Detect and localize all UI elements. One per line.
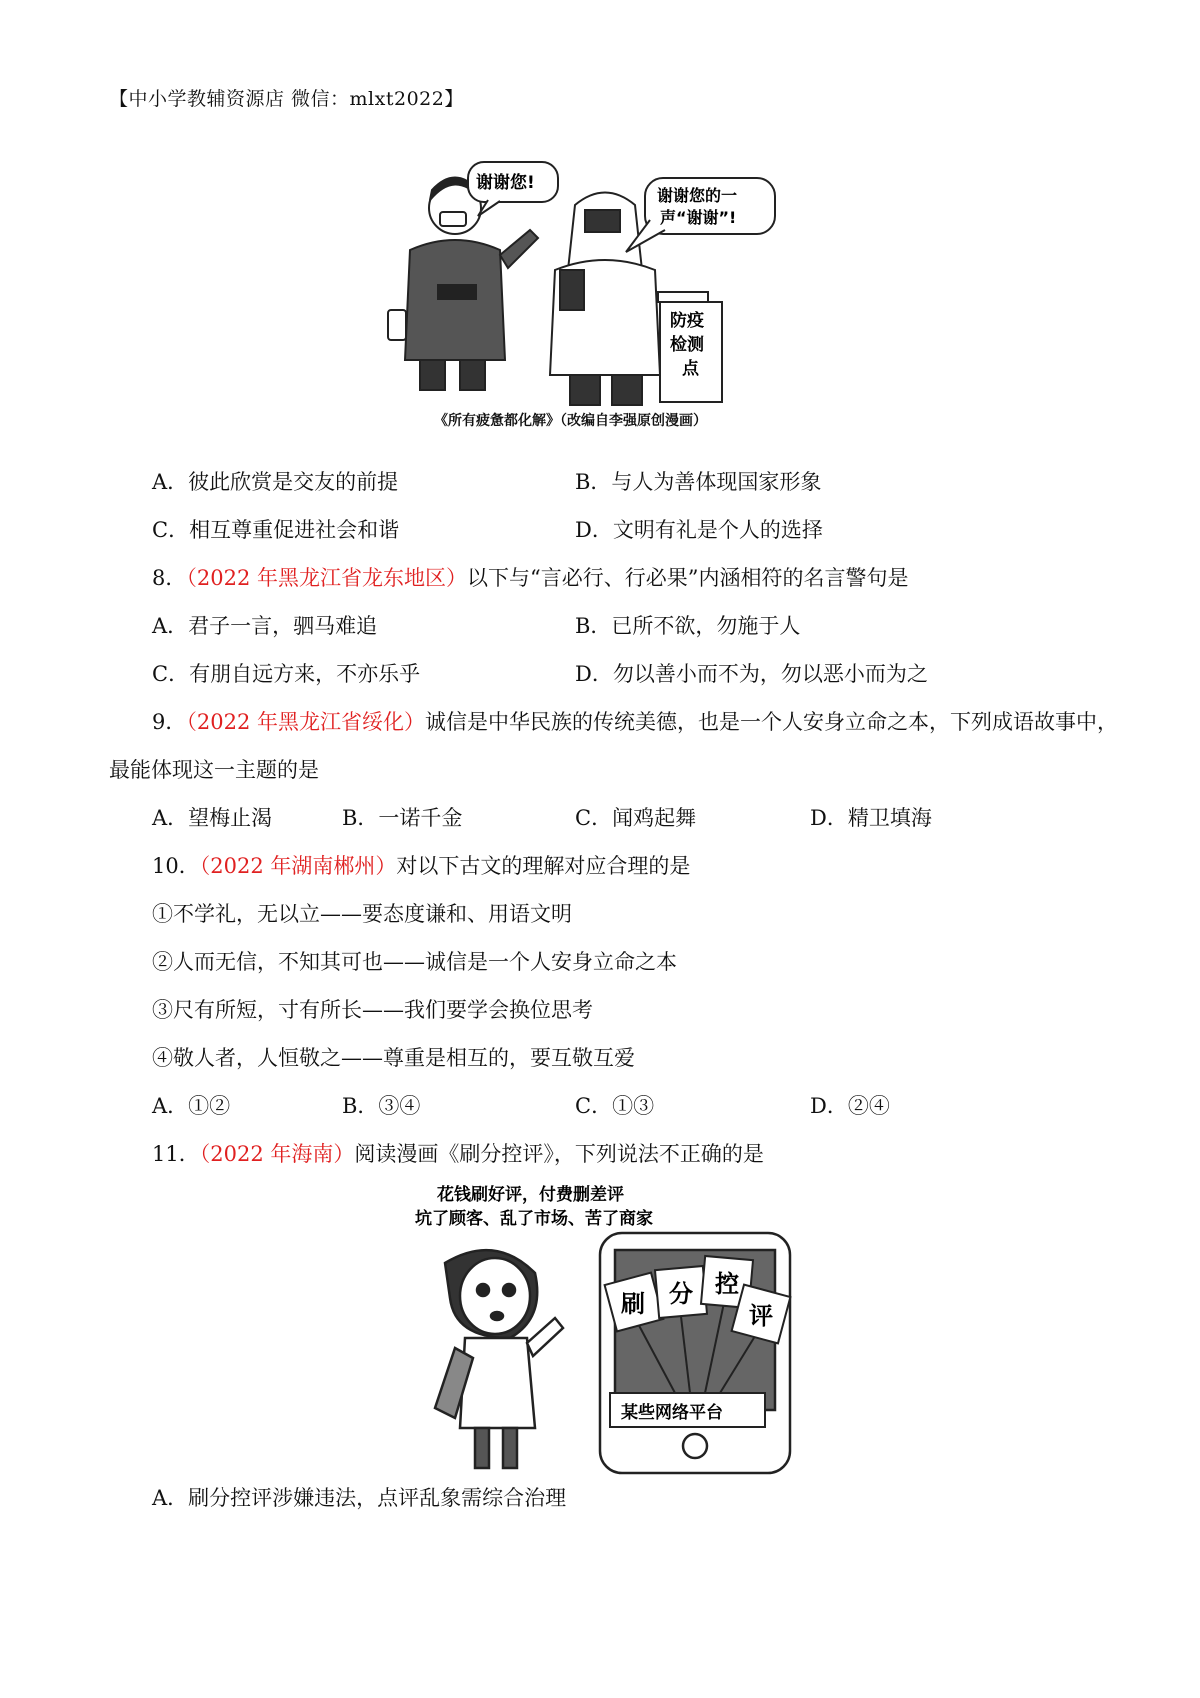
q10-stem-text: 对以下古文的理解对应合理的是 xyxy=(396,854,691,878)
question-9-stem xyxy=(152,708,1118,736)
question-8-stem xyxy=(152,564,908,592)
q10-option-d: D．②④ xyxy=(810,1094,890,1118)
q7-option-c: C．相互尊重促进社会和谐 xyxy=(152,518,400,542)
medic-figure xyxy=(550,193,660,406)
q11-stem-text: 阅读漫画《刷分控评》，下列说法不正确的是 xyxy=(354,1142,764,1166)
page-header: 【中小学教辅资源店 微信：mlxt2022】 xyxy=(109,88,464,110)
sign-line3: 点 xyxy=(682,359,699,379)
q9-option-c: C．闻鸡起舞 xyxy=(575,806,697,830)
question-10-stem xyxy=(152,852,690,880)
q9-option-b: B．一诺千金 xyxy=(342,806,463,830)
sign-line2: 检测 xyxy=(670,335,704,355)
bubble-right-line1: 谢谢您的一 xyxy=(657,186,738,205)
q8-option-d: D．勿以善小而不为，勿以恶小而为之 xyxy=(575,662,928,686)
comic-thanks xyxy=(380,160,800,410)
comic2-title-line1: 花钱刷好评，付费删差评 xyxy=(437,1185,624,1205)
q10-item-4: ④敬人者，人恒敬之——尊重是相互的，要互敬互爱 xyxy=(152,1046,635,1070)
q8-option-b: B．已所不欲，勿施于人 xyxy=(575,614,801,638)
sign-score: 分 xyxy=(669,1280,693,1308)
q9-number: 9． xyxy=(152,710,187,734)
sign-control: 控 xyxy=(715,1270,739,1298)
platform-label: 某些网络平台 xyxy=(621,1403,723,1423)
sign-review: 评 xyxy=(749,1302,773,1330)
q11-source: （2022 年海南） xyxy=(199,1142,355,1166)
q9-source: （2022 年黑龙江省绥化） xyxy=(186,710,425,734)
q9-stem-line2: 最能体现这一主题的是 xyxy=(109,758,319,782)
q8-number: 8． xyxy=(152,566,187,590)
q8-option-a: A．君子一言，驷马难追 xyxy=(152,614,378,638)
q10-item-1: ①不学礼，无以立——要态度谦和、用语文明 xyxy=(152,902,572,926)
q8-stem-text: 以下与“言必行、行必果”内涵相符的名言警句是 xyxy=(467,566,909,590)
bubble-right-line2: 声“谢谢”! xyxy=(660,208,737,227)
q8-source: （2022 年黑龙江省龙东地区） xyxy=(186,566,467,590)
q7-option-d: D．文明有礼是个人的选择 xyxy=(575,518,823,542)
bubble-left-text: 谢谢您! xyxy=(476,173,535,193)
q10-option-b: B．③④ xyxy=(342,1094,421,1118)
q10-number: 10． xyxy=(152,854,200,878)
sign-brush: 刷 xyxy=(621,1290,645,1318)
question-11-stem xyxy=(152,1140,764,1168)
comic2-title-line2: 坑了顾客、乱了市场、苦了商家 xyxy=(415,1209,653,1229)
comic-brush-reviews xyxy=(415,1178,805,1478)
q9-option-a: A．望梅止渴 xyxy=(152,806,273,830)
q10-source: （2022 年湖南郴州） xyxy=(199,854,397,878)
sign-line1: 防疫 xyxy=(670,311,704,331)
comic1-caption: 《所有疲惫都化解》（改编自李强原创漫画） xyxy=(434,413,707,429)
q8-option-c: C．有朋自远方来，不亦乐乎 xyxy=(152,662,421,686)
q11-number: 11． xyxy=(152,1142,200,1166)
q10-option-c: C．①③ xyxy=(575,1094,655,1118)
worker-figure xyxy=(388,178,538,391)
q9-stem-line1: 诚信是中华民族的传统美德，也是一个人安身立命之本，下列成语故事中， xyxy=(425,710,1118,734)
q7-option-a: A．彼此欣赏是交友的前提 xyxy=(152,470,399,494)
girl-figure xyxy=(435,1250,563,1468)
q11-option-a: A．刷分控评涉嫌违法，点评乱象需综合治理 xyxy=(152,1486,567,1510)
q9-option-d: D．精卫填海 xyxy=(810,806,932,830)
q10-option-a: A．①② xyxy=(152,1094,231,1118)
q7-option-b: B．与人为善体现国家形象 xyxy=(575,470,822,494)
q10-item-3: ③尺有所短，寸有所长——我们要学会换位思考 xyxy=(152,998,593,1022)
q10-item-2: ②人而无信，不知其可也——诚信是一个人安身立命之本 xyxy=(152,950,677,974)
